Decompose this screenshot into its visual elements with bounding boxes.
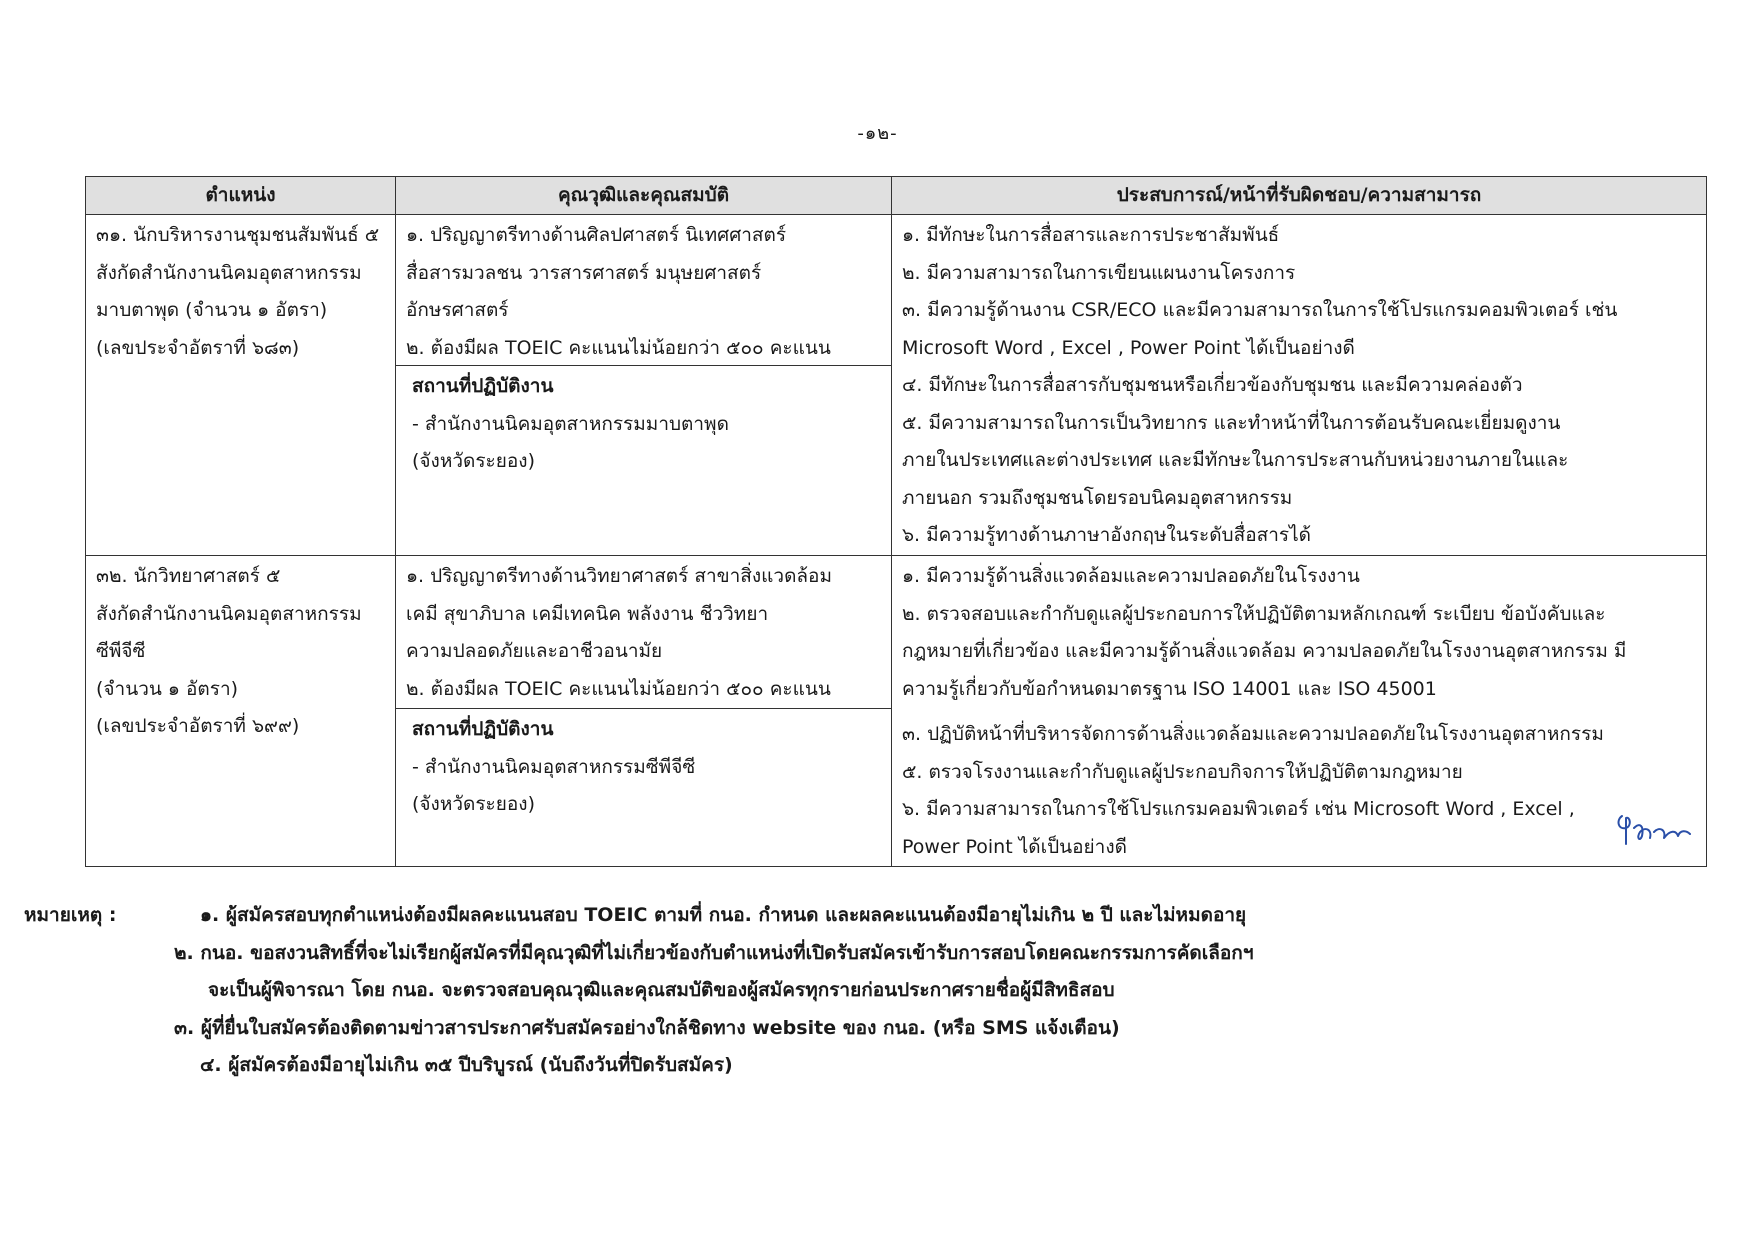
note-item-continuation: จะเป็นผู้พิจารณา โดย กนอ. จะตรวจสอบคุณวุฒิและคุณสมบัติของผู้สมัครทุกรายก่อนประกาศรายชื่อผู้มีสิทธิสอบ [208,979,1115,1001]
experience-line: ๑. มีความรู้ด้านสิ่งแวดล้อมและความปลอดภัยในโรงงาน [902,565,1360,587]
qualification-line: ความปลอดภัยและอาชีวอนามัย [406,640,663,662]
position-line: สังกัดสำนักงานนิคมอุตสาหกรรม [96,261,362,284]
location-line: - สำนักงานนิคมอุตสาหกรรมซีพีจีซี [412,755,696,778]
experience-spacer [902,708,1706,716]
location-line: (จังหวัดระยอง) [412,450,535,472]
position-line: ๓๒. นักวิทยาศาสตร์ ๕ [96,565,281,587]
table-row [86,556,1707,867]
note-item: ๑. ผู้สมัครสอบทุกตำแหน่งต้องมีผลคะแนนสอบ TOEIC ตามที่ กนอ. กำหนด และผลคะแนนต้องมีอายุไม่เกิน ๒ ปี และไม่หมดอายุ [200,904,1247,926]
note-item: ๔. ผู้สมัครต้องมีอายุไม่เกิน ๓๕ ปีบริบูรณ์ (นับถึงวันที่ปิดรับสมัคร) [200,1054,733,1076]
location-block [396,709,891,824]
note-item: ๒. กนอ. ขอสงวนสิทธิ์ที่จะไม่เรียกผู้สมัครที่มีคุณวุฒิที่ไม่เกี่ยวข้องกับตำแหน่งที่เปิดรับสมัครเข้ารับการสอบโดยคณะกรรมการคัดเลือกฯ [174,941,1254,964]
experience-line: ๖. มีความรู้ทางด้านภาษาอังกฤษในระดับสื่อสารได้ [902,524,1311,546]
experience-line: ๓. มีความรู้ด้านงาน CSR/ECO และมีความสามารถในการใช้โปรแกรมคอมพิวเตอร์ เช่น [902,299,1618,321]
experience-cell [892,215,1707,556]
experience-line: Power Point ได้เป็นอย่างดี [902,835,1127,858]
position-cell [86,215,396,556]
location-heading: สถานที่ปฏิบัติงาน [412,375,554,397]
qualification-line: เคมี สุขาภิบาล เคมีเทคนิค พลังงาน ชีววิทยา [406,602,769,625]
location-block [396,366,891,481]
qualification-line: ๒. ต้องมีผล TOEIC คะแนนไม่น้อยกว่า ๕๐๐ คะแนน [406,677,831,700]
note-item: ๓. ผู้ที่ยื่นใบสมัครต้องติดตามข่าวสารประกาศรับสมัครอย่างใกล้ชิดทาง website ของ กนอ. (หรือ SMS แจ้งเตือน) [174,1016,1120,1039]
qualification-line: ๑. ปริญญาตรีทางด้านวิทยาศาสตร์ สาขาสิ่งแวดล้อม [406,565,832,587]
table-row [86,215,1707,556]
position-line: ซีพีจีซี [96,640,146,662]
table-header-row [86,177,1707,215]
header-qualification: คุณวุฒิและคุณสมบัติ [396,177,892,215]
experience-line: กฎหมายที่เกี่ยวข้อง และมีความรู้ด้านสิ่งแวดล้อม ความปลอดภัยในโรงงานอุตสาหกรรม มี [902,640,1627,662]
experience-line: ๔. มีทักษะในการสื่อสารกับชุมชนหรือเกี่ยวข้องกับชุมชน และมีความคล่องตัว [902,374,1523,396]
experience-line: ภายในประเทศและต่างประเทศ และมีทักษะในการประสานกับหน่วยงานภายในและ [902,449,1569,471]
experience-cell [892,556,1707,867]
header-position: ตำแหน่ง [86,177,396,215]
qualification-cell [396,215,892,556]
position-cell [86,556,396,867]
position-line: สังกัดสำนักงานนิคมอุตสาหกรรม [96,602,362,625]
position-line: (เลขประจำอัตราที่ ๖๘๓) [96,336,300,359]
position-line: (จำนวน ๑ อัตรา) [96,677,239,700]
header-experience: ประสบการณ์/หน้าที่รับผิดชอบ/ความสามารถ [892,177,1707,215]
position-line: (เลขประจำอัตราที่ ๖๙๙) [96,715,300,737]
experience-line: ๕. มีความสามารถในการเป็นวิทยากร และทำหน้าที่ในการต้อนรับคณะเยี่ยมดูงาน [902,411,1561,434]
position-line: ๓๑. นักบริหารงานชุมชนสัมพันธ์ ๕ [96,224,380,246]
notes-label: หมายเหตุ : [24,904,117,926]
location-line: (จังหวัดระยอง) [412,793,535,815]
qualification-cell [396,556,892,867]
experience-line: ความรู้เกี่ยวกับข้อกำหนดมาตรฐาน ISO 14001 และ ISO 45001 [902,677,1437,700]
experience-line: Microsoft Word , Excel , Power Point ได้เป็นอย่างดี [902,336,1355,359]
qualification-line: ๒. ต้องมีผล TOEIC คะแนนไม่น้อยกว่า ๕๐๐ คะแนน [406,336,831,359]
qualification-block [396,556,891,709]
location-line: - สำนักงานนิคมอุตสาหกรรมมาบตาพุด [412,412,729,435]
qualification-table [85,176,1707,867]
experience-line: ๓. ปฏิบัติหน้าที่บริหารจัดการด้านสิ่งแวดล้อมและความปลอดภัยในโรงงานอุตสาหกรรม [902,723,1604,745]
position-line: มาบตาพุด (จำนวน ๑ อัตรา) [96,299,328,321]
notes-list [174,897,1253,1085]
qualification-line: สื่อสารมวลชน วารสารศาสตร์ มนุษยศาสตร์ [406,261,762,284]
qualification-line: อักษรศาสตร์ [406,299,509,321]
experience-line: ๕. ตรวจโรงงานและกำกับดูแลผู้ประกอบกิจการให้ปฏิบัติตามกฎหมาย [902,760,1463,783]
experience-line: ๒. ตรวจสอบและกำกับดูแลผู้ประกอบการให้ปฏิบัติตามหลักเกณฑ์ ระเบียบ ข้อบังคับและ [902,602,1606,625]
experience-line: ๒. มีความสามารถในการเขียนแผนงานโครงการ [902,261,1296,284]
experience-line: ๑. มีทักษะในการสื่อสารและการประชาสัมพันธ์ [902,224,1280,246]
qualification-line: ๑. ปริญญาตรีทางด้านศิลปศาสตร์ นิเทศศาสตร์ [406,224,787,246]
location-heading: สถานที่ปฏิบัติงาน [412,718,554,740]
experience-line: ๖. มีความสามารถในการใช้โปรแกรมคอมพิวเตอร์ เช่น Microsoft Word , Excel , [902,798,1575,820]
handwritten-signature [1614,808,1694,852]
page-number: -๑๒- [857,123,898,144]
qualification-block [396,215,891,366]
experience-line: ภายนอก รวมถึงชุมชนโดยรอบนิคมอุตสาหกรรม [902,486,1293,509]
